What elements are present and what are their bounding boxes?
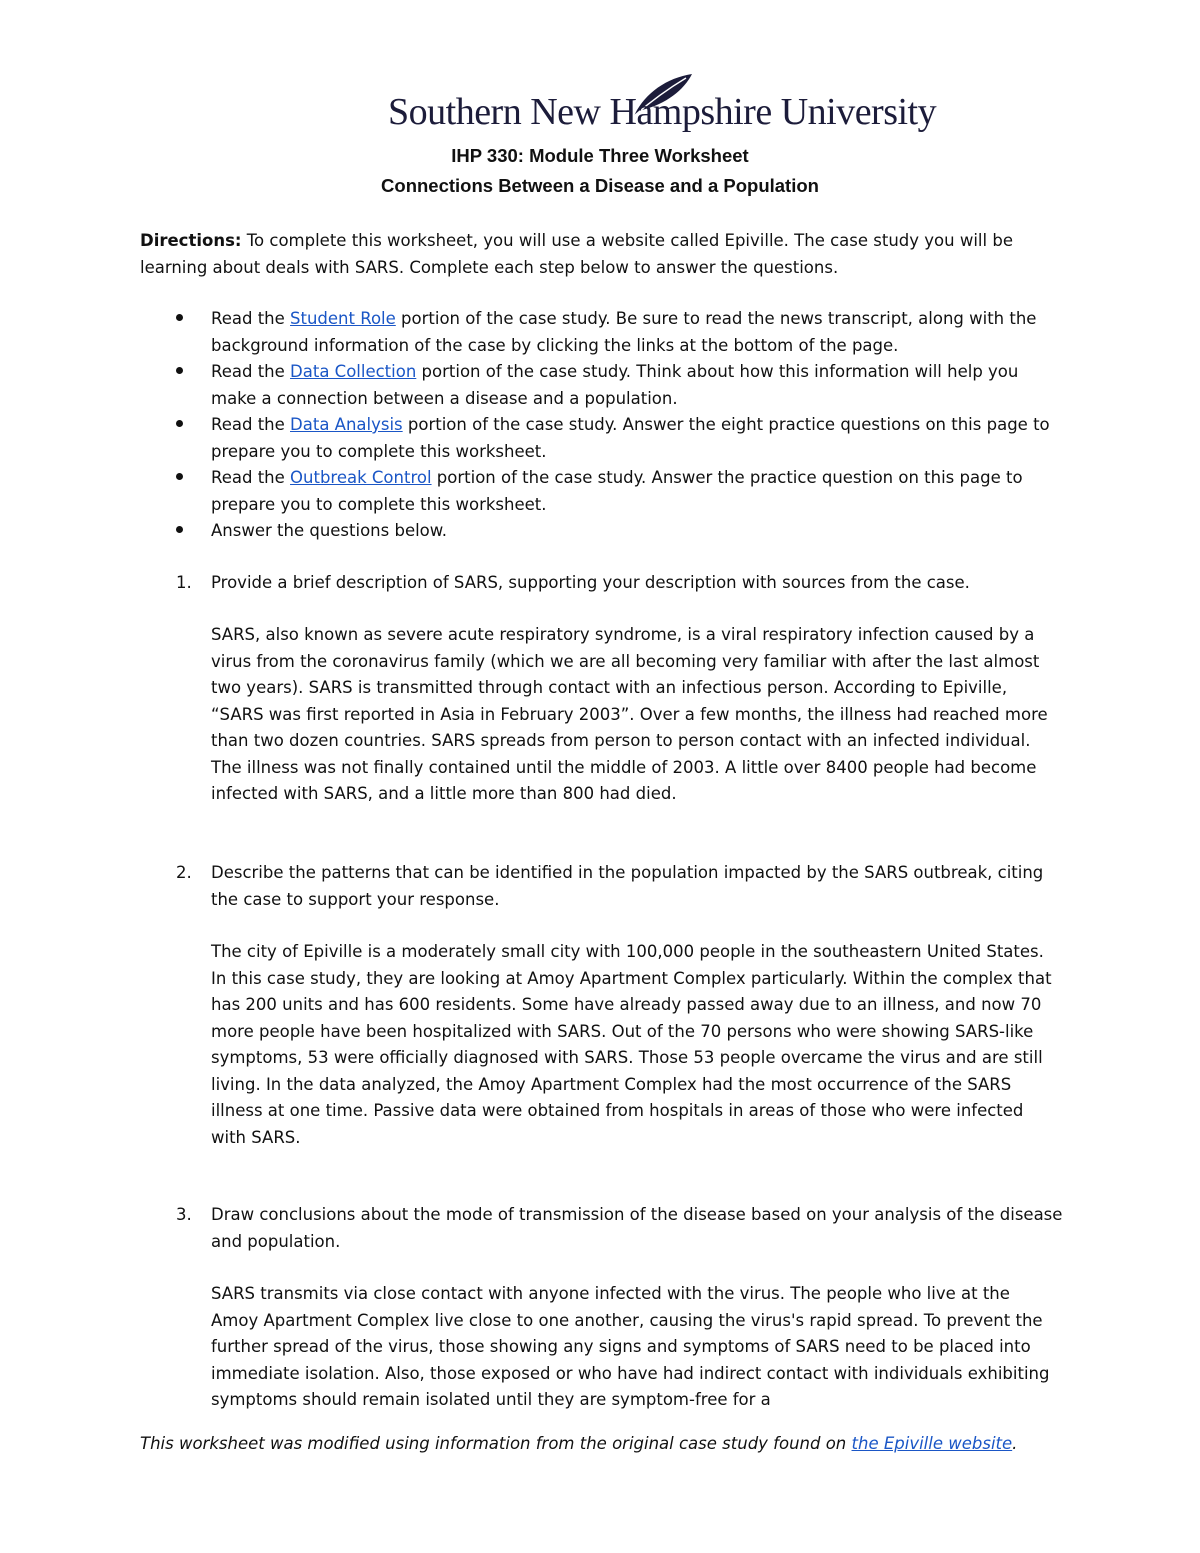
university-logo [388, 70, 937, 133]
list-item: Read the Outbreak Control portion of the case study. Answer the practice question on this page to prepare you to complete this worksheet. [140, 465, 1065, 518]
directions-text: To complete this worksheet, you will use a website called Epiville. The case study you will be learning about deals with SARS. Complete each step below to answer the questions. [140, 231, 1013, 277]
footer-text: This worksheet was modified using information from the original case study found on [140, 1434, 852, 1453]
bullet-icon [176, 420, 183, 427]
question-number: 2. [176, 863, 192, 882]
answer-1: SARS, also known as severe acute respiratory syndrome, is a viral respiratory infection caused by a virus from the coronavirus family (which we are all becoming very familiar with after the last almost two years). SARS is transmitted through contact with an infectious person. According to Epiville, “SARS was first reported in Asia in February 2003”. Over a few months, the illness had reached more than two dozen countries. SARS spreads from person to person contact with an infected individual. The illness was not finally contained until the middle of 2003. A little over 8400 people had become infected with SARS, and a little more than 800 had died. [211, 625, 1048, 803]
bullet-icon [176, 526, 183, 533]
question-number: 3. [176, 1205, 192, 1224]
list-item: Read the Data Collection portion of the case study. Think about how this information will help you make a connection between a disease and a population. [140, 359, 1065, 412]
instruction-list [140, 306, 1065, 545]
footer-note: This worksheet was modified using information from the original case study found on the Epiville website. [140, 1434, 1018, 1453]
bullet-icon [176, 367, 183, 374]
directions-label: Directions: [140, 231, 242, 250]
list-item: Answer the questions below. [140, 518, 1065, 545]
student-role-link[interactable]: Student Role [290, 309, 396, 328]
data-collection-link[interactable]: Data Collection [290, 362, 417, 381]
worksheet-title: IHP 330: Module Three Worksheet [451, 145, 749, 166]
bullet-icon [176, 314, 183, 321]
university-name: Southern New Hampshire University [388, 91, 937, 133]
question-text: Describe the patterns that can be identified in the population impacted by the SARS outbreak, citing the case to support your response. [211, 863, 1044, 909]
bullet-icon [176, 473, 183, 480]
list-item: Read the Data Analysis portion of the case study. Answer the eight practice questions on this page to prepare you to complete this worksheet. [140, 412, 1065, 465]
directions-paragraph [140, 228, 1065, 281]
data-analysis-link[interactable]: Data Analysis [290, 415, 403, 434]
epiville-website-link[interactable]: the Epiville website [851, 1434, 1013, 1453]
worksheet-subtitle: Connections Between a Disease and a Population [381, 175, 819, 196]
answer-3: SARS transmits via close contact with anyone infected with the virus. The people who live at the Amoy Apartment Complex live close to one another, causing the virus's rapid spread. To prevent the further spread of the virus, those showing any signs and symptoms of SARS need to be placed into immediate isolation. Also, those exposed or who have had indirect contact with individuals exhibiting symptoms should remain isolated until they are symptom-free for a [211, 1284, 1050, 1409]
list-item: Read the Student Role portion of the case study. Be sure to read the news transcript, along with the background information of the case by clicking the links at the bottom of the page. [140, 306, 1065, 359]
outbreak-control-link[interactable]: Outbreak Control [290, 468, 432, 487]
question-text: Draw conclusions about the mode of transmission of the disease based on your analysis of the disease and population. [211, 1205, 1063, 1251]
question-number: 1. [176, 573, 192, 592]
question-text: Provide a brief description of SARS, supporting your description with sources from the case. [211, 573, 970, 592]
answer-2: The city of Epiville is a moderately small city with 100,000 people in the southeastern United States. In this case study, they are looking at Amoy Apartment Complex particularly. Within the complex that has 200 units and has 600 residents. Some have already passed away due to an illness, and now 70 more people have been hospitalized with SARS. Out of the 70 persons who were showing SARS-like symptoms, 53 were officially diagnosed with SARS. Those 53 people overcame the virus and are still living. In the data analyzed, the Amoy Apartment Complex had the most occurrence of the SARS illness at one time. Passive data were obtained from hospitals in areas of those who were infected with SARS. [211, 942, 1052, 1147]
